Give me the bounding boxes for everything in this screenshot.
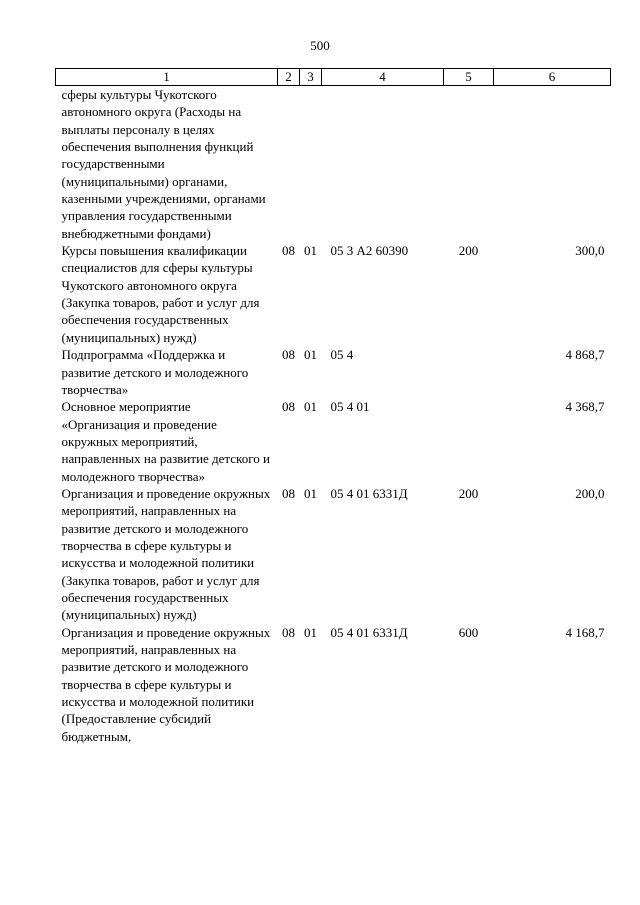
- table-row: [56, 485, 611, 624]
- page-number: 500: [310, 38, 330, 53]
- row-target-code: 05 4 01 6331Д: [330, 624, 408, 640]
- row-section: 08: [282, 399, 295, 415]
- row-target-code: 05 4 01 6331Д: [330, 485, 408, 501]
- row-expense-type: 600: [458, 624, 479, 640]
- table-row: [56, 398, 611, 485]
- row-section: 08: [282, 347, 295, 363]
- header-col-1: 1: [56, 69, 278, 86]
- header-col-3: 3: [300, 69, 322, 86]
- row-expense-type: 200: [458, 485, 479, 501]
- row-subsection: 01: [304, 624, 317, 640]
- table-row: [56, 242, 611, 346]
- row-subsection: 01: [304, 243, 317, 259]
- row-name: Курсы повышения квалификации специалистов для сферы культуры Чукотского автономного округа (Закупка товаров, работ и услуг для обеспечения государственных (муниципальных) нужд): [61, 243, 260, 345]
- table-header-row: [56, 69, 611, 86]
- row-target-code: 05 4: [330, 347, 354, 363]
- row-expense-type: 200: [458, 243, 479, 259]
- row-section: 08: [282, 624, 295, 640]
- row-sum: [494, 86, 611, 243]
- row-subsection: 01: [304, 399, 317, 415]
- row-sum: 4 368,7: [565, 399, 605, 415]
- row-name: Организация и проведение окружных мероприятий, направленных на развитие детского и молодежного творчества в сфере культуры и искусства и молодежной политики (Предоставление субсидий бюджетным,: [61, 624, 271, 744]
- row-subsection: 01: [304, 347, 317, 363]
- row-target-code: [322, 86, 444, 243]
- row-section: 08: [282, 485, 295, 501]
- header-col-6: 6: [494, 69, 611, 86]
- header-col-4: 4: [322, 69, 444, 86]
- row-subsection: [300, 86, 322, 243]
- row-expense-type: [444, 346, 494, 398]
- row-target-code: 05 3 А2 60390: [330, 243, 409, 259]
- header-col-5: 5: [444, 69, 494, 86]
- row-name: Основное мероприятие «Организация и проведение окружных мероприятий, направленных на развитие детского и молодежного творчества»: [61, 399, 270, 484]
- row-expense-type: [444, 398, 494, 485]
- row-expense-type: [444, 86, 494, 243]
- row-sum: 4 868,7: [565, 347, 605, 363]
- row-name: Подпрограмма «Поддержка и развитие детского и молодежного творчества»: [61, 347, 249, 397]
- budget-table: [55, 68, 611, 745]
- table-row: [56, 346, 611, 398]
- row-name: сферы культуры Чукотского автономного округа (Расходы на выплаты персоналу в целях обеспечения выполнения функций государственными (муниципальными) органами, казенными учреждениями, органами управления государственными внебюджетными фондами): [61, 87, 266, 241]
- table-row: [56, 86, 611, 243]
- row-name: Организация и проведение окружных мероприятий, направленных на развитие детского и молодежного творчества в сфере культуры и искусства и молодежной политики (Закупка товаров, работ и услуг для обеспечения государственных (муниципальных) нужд): [61, 485, 271, 623]
- header-col-2: 2: [278, 69, 300, 86]
- row-section: [278, 86, 300, 243]
- table-row: [56, 624, 611, 745]
- row-sum: 200,0: [575, 485, 605, 501]
- row-target-code: 05 4 01: [330, 399, 370, 415]
- row-section: 08: [282, 243, 295, 259]
- row-subsection: 01: [304, 485, 317, 501]
- row-sum: 300,0: [575, 243, 605, 259]
- row-sum: 4 168,7: [565, 624, 605, 640]
